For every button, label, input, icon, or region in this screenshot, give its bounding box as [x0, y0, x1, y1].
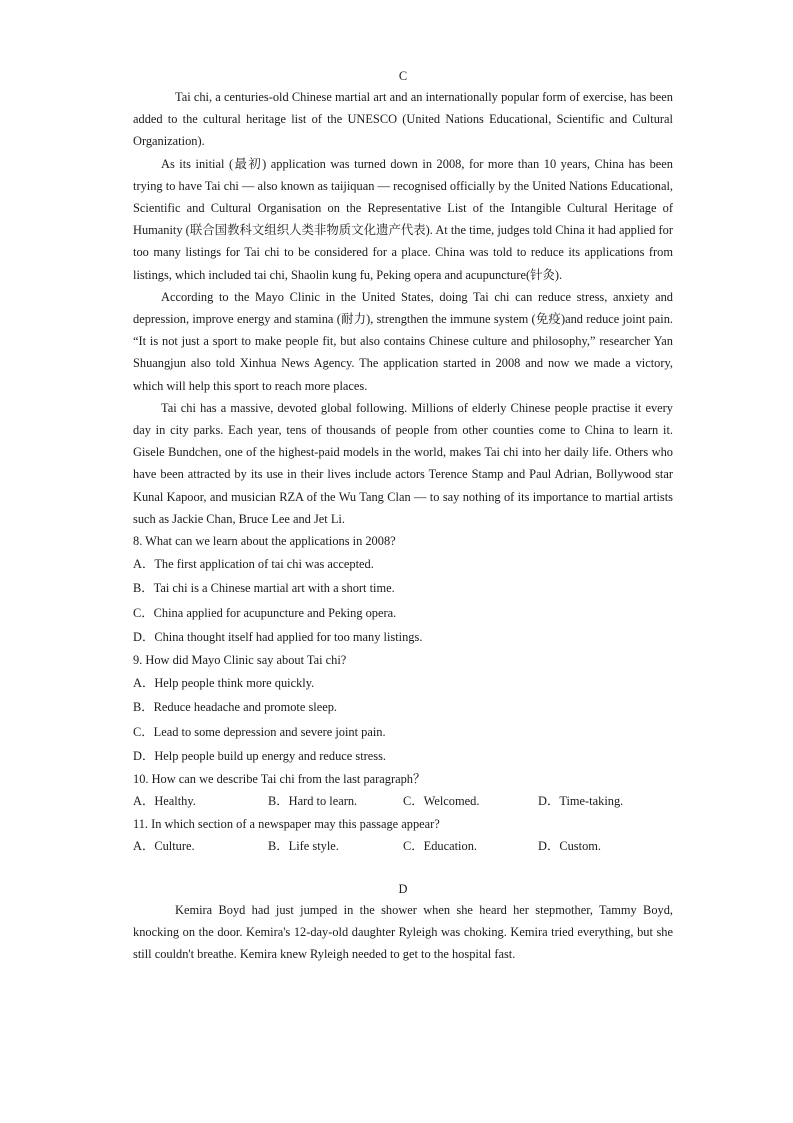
question-9-option-b: B．Reduce headache and promote sleep.	[133, 700, 338, 715]
passage-c-paragraph-4: Tai chi has a massive, devoted global following. Millions of elderly Chinese people practise it every day in city parks. Each year, tens of thousands of people from other counties come to China to learn it. Gisele Bundchen, one of the highest-paid models in the world, makes Tai chi into her daily life. Others who have been attracted by its use in their lives include actors Terence Stamp and Paul Adrian, Bollywood star Kunal Kapoor, and musician RZA of the Wu Tang Clan — to say nothing of its importance to martial artists such as Jackie Chan, Bruce Lee and Jet Li.	[133, 400, 673, 526]
question-9-option-c: C．Lead to some depression and severe joint pain.	[133, 724, 386, 739]
question-10-option-d: D．Time-taking.	[538, 794, 624, 809]
question-8-stem: 8. What can we learn about the applications in 2008?	[133, 534, 396, 549]
question-11-options	[133, 835, 673, 857]
question-8-option-a: A．The first application of tai chi was accepted.	[133, 557, 374, 572]
question-11-option-a: A．Culture.	[133, 838, 195, 853]
section-spacer	[133, 857, 673, 879]
question-8-option-b: B．Tai chi is a Chinese martial art with a short time.	[133, 581, 395, 596]
section-d-heading: D	[398, 881, 408, 896]
question-10-option-c: C．Welcomed.	[403, 794, 480, 809]
question-8-option-c: C．China applied for acupuncture and Peking opera.	[133, 605, 397, 620]
question-11-option-b: B．Life style.	[268, 838, 339, 853]
section-c-heading: C	[398, 69, 408, 83]
question-11-option-d: D．Custom.	[538, 838, 601, 853]
passage-c-paragraph-1: Tai chi, a centuries-old Chinese martial art and an internationally popular form of exercise, has been added to the cultural heritage list of the UNESCO (United Nations Educational, Scientific and Cultural Organization).	[133, 90, 673, 149]
question-10-option-b: B．Hard to learn.	[268, 794, 358, 809]
question-9-stem: 9. How did Mayo Clinic say about Tai chi?	[133, 653, 347, 668]
question-9-option-a: A．Help people think more quickly.	[133, 676, 315, 691]
question-11-stem: 11. In which section of a newspaper may this passage appear?	[133, 816, 440, 831]
page-content	[133, 66, 673, 966]
passage-d-paragraph-1: Kemira Boyd had just jumped in the shower when she heard her stepmother, Tammy Boyd, knocking on the door. Kemira's 12-day-old daughter Ryleigh was choking. Kemira tried everything, but she still couldn't breathe. Kemira knew Ryleigh needed to get to the hospital fast.	[133, 902, 673, 962]
question-10-stem: 10. How can we describe Tai chi from the last paragraph？	[133, 772, 426, 787]
question-9-option-d: D．Help people build up energy and reduce stress.	[133, 748, 387, 763]
question-11-option-c: C．Education.	[403, 838, 477, 853]
question-10-option-a: A．Healthy.	[133, 794, 196, 809]
question-8-option-d: D．China thought itself had applied for too many listings.	[133, 629, 423, 644]
question-10-options	[133, 790, 673, 812]
passage-c-paragraph-3: According to the Mayo Clinic in the United States, doing Tai chi can reduce stress, anxiety and depression, improve energy and stamina (耐力), strengthen the immune system (免疫)and reduce joint pain. “It is not just a sport to make people fit, but also contains Chinese culture and philosophy,” researcher Yan Shuangjun also told Xinhua News Agency. The application started in 2008 and now we made a victory, which will help this sport to reach more places.	[133, 289, 673, 393]
passage-c-paragraph-2: As its initial (最初) application was turned down in 2008, for more than 10 years, China has been trying to have Tai chi — also known as taijiquan — recognised officially by the United Nations Educational, Scientific and Cultural Organisation on the Representative List of the Intangible Cultural Heritage of Humanity (联合国教科文组织人类非物质文化遗产代表). At the time, judges told China it had applied for too many listings for Tai chi to be considered for a place. China was told to reduce its applications from listings, which included tai chi, Shaolin kung fu, Peking opera and acupuncture(针灸).	[133, 156, 673, 282]
